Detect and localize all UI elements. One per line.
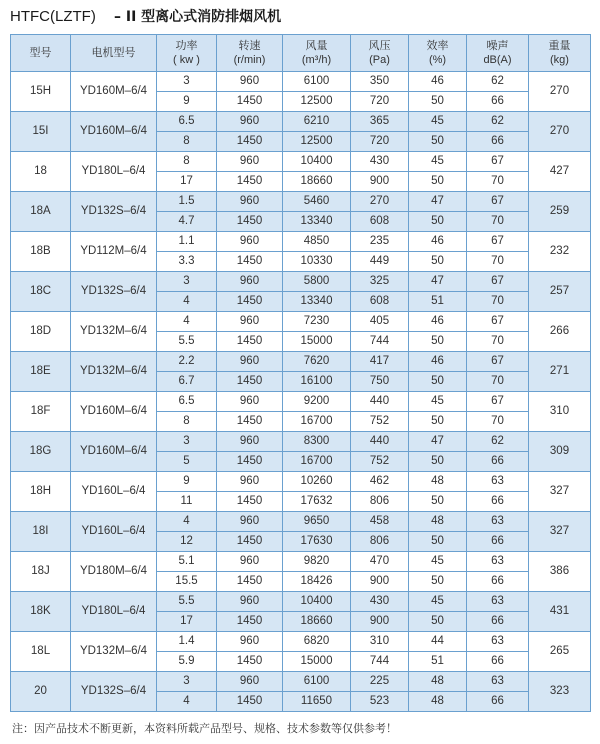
noise-cell: 70 (467, 172, 529, 192)
column-header (351, 35, 409, 72)
efficiency-cell: 45 (409, 552, 467, 572)
table-header-row (11, 35, 591, 72)
power-cell: 2.2 (157, 352, 217, 372)
noise-cell: 66 (467, 652, 529, 672)
noise-cell: 63 (467, 472, 529, 492)
speed-cell: 1450 (217, 492, 283, 512)
column-header-label: 噪声 (486, 40, 509, 52)
noise-cell: 70 (467, 372, 529, 392)
noise-cell: 62 (467, 432, 529, 452)
efficiency-cell: 50 (409, 532, 467, 552)
power-cell: 1.4 (157, 632, 217, 652)
power-cell: 15.5 (157, 572, 217, 592)
pressure-cell: 752 (351, 452, 409, 472)
model-cell: 18J (11, 552, 71, 592)
airflow-cell: 16700 (283, 452, 351, 472)
noise-cell: 63 (467, 592, 529, 612)
noise-cell: 67 (467, 272, 529, 292)
speed-cell: 960 (217, 272, 283, 292)
pressure-cell: 523 (351, 692, 409, 712)
weight-cell: 265 (529, 632, 591, 672)
series-name: HTFC(LZTF) (10, 8, 96, 25)
table-row (11, 312, 591, 332)
noise-cell: 66 (467, 132, 529, 152)
column-header-label: 电机型号 (91, 47, 136, 59)
noise-cell: 63 (467, 552, 529, 572)
pressure-cell: 750 (351, 372, 409, 392)
model-cell: 18L (11, 632, 71, 672)
speed-cell: 1450 (217, 252, 283, 272)
product-subtitle: – II 型离心式消防排烟风机 (113, 9, 282, 25)
speed-cell: 1450 (217, 692, 283, 712)
column-header-label: 效率 (426, 40, 449, 52)
table-row (11, 232, 591, 252)
speed-cell: 960 (217, 152, 283, 172)
footnote: 注：因产品技术不断更新，本资料所载产品型号、规格、技术参数等仅供参考！ (12, 723, 397, 735)
speed-cell: 1450 (217, 652, 283, 672)
airflow-cell: 6100 (283, 672, 351, 692)
pressure-cell: 900 (351, 172, 409, 192)
efficiency-cell: 50 (409, 372, 467, 392)
table-row (11, 472, 591, 492)
noise-cell: 67 (467, 352, 529, 372)
airflow-cell: 6100 (283, 72, 351, 92)
table-row (11, 552, 591, 572)
column-header (529, 35, 591, 72)
weight-cell: 310 (529, 392, 591, 432)
weight-cell: 270 (529, 112, 591, 152)
power-cell: 8 (157, 152, 217, 172)
weight-cell: 259 (529, 192, 591, 232)
airflow-cell: 6210 (283, 112, 351, 132)
airflow-cell: 12500 (283, 132, 351, 152)
power-cell: 5 (157, 452, 217, 472)
power-cell: 6.5 (157, 112, 217, 132)
efficiency-cell: 47 (409, 432, 467, 452)
speed-cell: 1450 (217, 572, 283, 592)
pressure-cell: 720 (351, 132, 409, 152)
noise-cell: 70 (467, 292, 529, 312)
spec-table (10, 34, 591, 712)
airflow-cell: 7620 (283, 352, 351, 372)
power-cell: 1.1 (157, 232, 217, 252)
motor-cell: YD160L–6/4 (71, 512, 157, 552)
efficiency-cell: 51 (409, 652, 467, 672)
efficiency-cell: 50 (409, 132, 467, 152)
motor-cell: YD180M–6/4 (71, 552, 157, 592)
weight-cell: 257 (529, 272, 591, 312)
efficiency-cell: 45 (409, 592, 467, 612)
power-cell: 9 (157, 472, 217, 492)
pressure-cell: 470 (351, 552, 409, 572)
speed-cell: 960 (217, 192, 283, 212)
column-header-unit: (kg) (550, 54, 569, 66)
column-header-label: 重量 (548, 40, 571, 52)
power-cell: 5.5 (157, 332, 217, 352)
efficiency-cell: 45 (409, 152, 467, 172)
motor-cell: YD160M–6/4 (71, 392, 157, 432)
power-cell: 6.5 (157, 392, 217, 412)
efficiency-cell: 51 (409, 292, 467, 312)
noise-cell: 66 (467, 452, 529, 472)
page-title (10, 6, 281, 28)
airflow-cell: 18426 (283, 572, 351, 592)
airflow-cell: 10260 (283, 472, 351, 492)
pressure-cell: 744 (351, 652, 409, 672)
noise-cell: 62 (467, 112, 529, 132)
pressure-cell: 440 (351, 392, 409, 412)
airflow-cell: 8300 (283, 432, 351, 452)
airflow-cell: 17632 (283, 492, 351, 512)
pressure-cell: 235 (351, 232, 409, 252)
weight-cell: 386 (529, 552, 591, 592)
speed-cell: 960 (217, 512, 283, 532)
motor-cell: YD132M–6/4 (71, 632, 157, 672)
efficiency-cell: 48 (409, 512, 467, 532)
table-body (11, 72, 591, 712)
model-cell: 18B (11, 232, 71, 272)
pressure-cell: 430 (351, 592, 409, 612)
pressure-cell: 405 (351, 312, 409, 332)
speed-cell: 960 (217, 312, 283, 332)
pressure-cell: 900 (351, 612, 409, 632)
model-cell: 18A (11, 192, 71, 232)
power-cell: 4 (157, 292, 217, 312)
power-cell: 5.1 (157, 552, 217, 572)
table-row (11, 432, 591, 452)
table-row (11, 192, 591, 212)
power-cell: 4 (157, 512, 217, 532)
speed-cell: 1450 (217, 172, 283, 192)
motor-cell: YD160M–6/4 (71, 432, 157, 472)
efficiency-cell: 48 (409, 672, 467, 692)
noise-cell: 66 (467, 572, 529, 592)
efficiency-cell: 45 (409, 392, 467, 412)
airflow-cell: 9200 (283, 392, 351, 412)
motor-cell: YD132S–6/4 (71, 192, 157, 232)
speed-cell: 1450 (217, 132, 283, 152)
speed-cell: 1450 (217, 412, 283, 432)
weight-cell: 266 (529, 312, 591, 352)
table-row (11, 512, 591, 532)
pressure-cell: 900 (351, 572, 409, 592)
motor-cell: YD132S–6/4 (71, 672, 157, 712)
model-cell: 18E (11, 352, 71, 392)
motor-cell: YD132M–6/4 (71, 312, 157, 352)
pressure-cell: 720 (351, 92, 409, 112)
pressure-cell: 462 (351, 472, 409, 492)
speed-cell: 960 (217, 472, 283, 492)
airflow-cell: 9820 (283, 552, 351, 572)
noise-cell: 67 (467, 312, 529, 332)
power-cell: 4 (157, 312, 217, 332)
column-header-unit: (Pa) (369, 54, 390, 66)
power-cell: 3 (157, 272, 217, 292)
power-cell: 12 (157, 532, 217, 552)
speed-cell: 1450 (217, 332, 283, 352)
column-header (71, 35, 157, 72)
noise-cell: 67 (467, 192, 529, 212)
model-cell: 15I (11, 112, 71, 152)
efficiency-cell: 46 (409, 72, 467, 92)
pressure-cell: 608 (351, 212, 409, 232)
airflow-cell: 4850 (283, 232, 351, 252)
model-cell: 18H (11, 472, 71, 512)
model-cell: 18K (11, 592, 71, 632)
column-header-label: 型号 (29, 47, 52, 59)
column-header-label: 风压 (368, 40, 391, 52)
power-cell: 1.5 (157, 192, 217, 212)
speed-cell: 1450 (217, 452, 283, 472)
model-cell: 18 (11, 152, 71, 192)
model-cell: 18I (11, 512, 71, 552)
motor-cell: YD112M–6/4 (71, 232, 157, 272)
speed-cell: 960 (217, 552, 283, 572)
pressure-cell: 449 (351, 252, 409, 272)
motor-cell: YD180L–6/4 (71, 152, 157, 192)
airflow-cell: 10330 (283, 252, 351, 272)
pressure-cell: 225 (351, 672, 409, 692)
airflow-cell: 10400 (283, 592, 351, 612)
weight-cell: 270 (529, 72, 591, 112)
table-row (11, 272, 591, 292)
model-cell: 15H (11, 72, 71, 112)
column-header (283, 35, 351, 72)
noise-cell: 62 (467, 72, 529, 92)
power-cell: 5.5 (157, 592, 217, 612)
pressure-cell: 365 (351, 112, 409, 132)
pressure-cell: 430 (351, 152, 409, 172)
motor-cell: YD160M–6/4 (71, 112, 157, 152)
power-cell: 5.9 (157, 652, 217, 672)
speed-cell: 1450 (217, 372, 283, 392)
table-row (11, 592, 591, 612)
airflow-cell: 15000 (283, 332, 351, 352)
noise-cell: 66 (467, 612, 529, 632)
airflow-cell: 13340 (283, 212, 351, 232)
airflow-cell: 15000 (283, 652, 351, 672)
noise-cell: 67 (467, 232, 529, 252)
column-header (11, 35, 71, 72)
power-cell: 3 (157, 72, 217, 92)
pressure-cell: 310 (351, 632, 409, 652)
power-cell: 8 (157, 132, 217, 152)
efficiency-cell: 50 (409, 452, 467, 472)
speed-cell: 960 (217, 672, 283, 692)
pressure-cell: 440 (351, 432, 409, 452)
weight-cell: 271 (529, 352, 591, 392)
pressure-cell: 325 (351, 272, 409, 292)
airflow-cell: 16100 (283, 372, 351, 392)
airflow-cell: 18660 (283, 612, 351, 632)
speed-cell: 960 (217, 632, 283, 652)
pressure-cell: 608 (351, 292, 409, 312)
speed-cell: 1450 (217, 532, 283, 552)
efficiency-cell: 50 (409, 172, 467, 192)
table-row (11, 392, 591, 412)
table-row (11, 352, 591, 372)
efficiency-cell: 50 (409, 212, 467, 232)
power-cell: 9 (157, 92, 217, 112)
noise-cell: 66 (467, 492, 529, 512)
column-header (467, 35, 529, 72)
noise-cell: 70 (467, 212, 529, 232)
table-row (11, 672, 591, 692)
noise-cell: 67 (467, 392, 529, 412)
motor-cell: YD160L–6/4 (71, 472, 157, 512)
column-header (409, 35, 467, 72)
noise-cell: 70 (467, 412, 529, 432)
speed-cell: 1450 (217, 92, 283, 112)
efficiency-cell: 46 (409, 352, 467, 372)
table-row (11, 112, 591, 132)
efficiency-cell: 48 (409, 692, 467, 712)
power-cell: 3 (157, 672, 217, 692)
column-header (217, 35, 283, 72)
efficiency-cell: 50 (409, 612, 467, 632)
noise-cell: 70 (467, 252, 529, 272)
pressure-cell: 744 (351, 332, 409, 352)
column-header-label: 风量 (305, 40, 328, 52)
column-header-unit: (r/min) (233, 54, 266, 66)
efficiency-cell: 50 (409, 332, 467, 352)
power-cell: 11 (157, 492, 217, 512)
pressure-cell: 458 (351, 512, 409, 532)
noise-cell: 63 (467, 512, 529, 532)
column-header (157, 35, 217, 72)
speed-cell: 960 (217, 352, 283, 372)
power-cell: 3.3 (157, 252, 217, 272)
airflow-cell: 17630 (283, 532, 351, 552)
model-cell: 20 (11, 672, 71, 712)
speed-cell: 960 (217, 112, 283, 132)
power-cell: 6.7 (157, 372, 217, 392)
noise-cell: 66 (467, 92, 529, 112)
efficiency-cell: 44 (409, 632, 467, 652)
efficiency-cell: 50 (409, 572, 467, 592)
noise-cell: 66 (467, 532, 529, 552)
table-row (11, 632, 591, 652)
airflow-cell: 7230 (283, 312, 351, 332)
power-cell: 8 (157, 412, 217, 432)
pressure-cell: 806 (351, 492, 409, 512)
weight-cell: 431 (529, 592, 591, 632)
column-header-unit: (%) (428, 54, 447, 66)
noise-cell: 63 (467, 632, 529, 652)
motor-cell: YD132M–6/4 (71, 352, 157, 392)
speed-cell: 960 (217, 432, 283, 452)
airflow-cell: 10400 (283, 152, 351, 172)
power-cell: 17 (157, 172, 217, 192)
efficiency-cell: 50 (409, 92, 467, 112)
airflow-cell: 11650 (283, 692, 351, 712)
noise-cell: 70 (467, 332, 529, 352)
weight-cell: 323 (529, 672, 591, 712)
speed-cell: 960 (217, 72, 283, 92)
column-header-label: 转速 (238, 40, 261, 52)
power-cell: 3 (157, 432, 217, 452)
efficiency-cell: 50 (409, 252, 467, 272)
power-cell: 17 (157, 612, 217, 632)
weight-cell: 309 (529, 432, 591, 472)
table-row (11, 152, 591, 172)
airflow-cell: 6820 (283, 632, 351, 652)
airflow-cell: 16700 (283, 412, 351, 432)
efficiency-cell: 50 (409, 492, 467, 512)
speed-cell: 1450 (217, 212, 283, 232)
airflow-cell: 9650 (283, 512, 351, 532)
motor-cell: YD160M–6/4 (71, 72, 157, 112)
column-header-unit: dB(A) (483, 54, 512, 66)
pressure-cell: 752 (351, 412, 409, 432)
efficiency-cell: 48 (409, 472, 467, 492)
power-cell: 4.7 (157, 212, 217, 232)
column-header-label: 功率 (175, 40, 198, 52)
efficiency-cell: 46 (409, 232, 467, 252)
airflow-cell: 13340 (283, 292, 351, 312)
speed-cell: 960 (217, 592, 283, 612)
pressure-cell: 270 (351, 192, 409, 212)
airflow-cell: 18660 (283, 172, 351, 192)
column-header-unit: ( kw ) (173, 54, 200, 66)
weight-cell: 232 (529, 232, 591, 272)
model-cell: 18D (11, 312, 71, 352)
noise-cell: 66 (467, 692, 529, 712)
efficiency-cell: 45 (409, 112, 467, 132)
weight-cell: 427 (529, 152, 591, 192)
pressure-cell: 806 (351, 532, 409, 552)
pressure-cell: 417 (351, 352, 409, 372)
column-header-unit: (m³/h) (301, 54, 332, 66)
efficiency-cell: 46 (409, 312, 467, 332)
weight-cell: 327 (529, 512, 591, 552)
efficiency-cell: 47 (409, 192, 467, 212)
speed-cell: 1450 (217, 292, 283, 312)
table-row (11, 72, 591, 92)
model-cell: 18C (11, 272, 71, 312)
pressure-cell: 350 (351, 72, 409, 92)
efficiency-cell: 50 (409, 412, 467, 432)
power-cell: 4 (157, 692, 217, 712)
noise-cell: 67 (467, 152, 529, 172)
speed-cell: 960 (217, 392, 283, 412)
motor-cell: YD132S–6/4 (71, 272, 157, 312)
airflow-cell: 5800 (283, 272, 351, 292)
speed-cell: 960 (217, 232, 283, 252)
efficiency-cell: 47 (409, 272, 467, 292)
model-cell: 18F (11, 392, 71, 432)
airflow-cell: 12500 (283, 92, 351, 112)
weight-cell: 327 (529, 472, 591, 512)
motor-cell: YD180L–6/4 (71, 592, 157, 632)
model-cell: 18G (11, 432, 71, 472)
speed-cell: 1450 (217, 612, 283, 632)
airflow-cell: 5460 (283, 192, 351, 212)
noise-cell: 63 (467, 672, 529, 692)
